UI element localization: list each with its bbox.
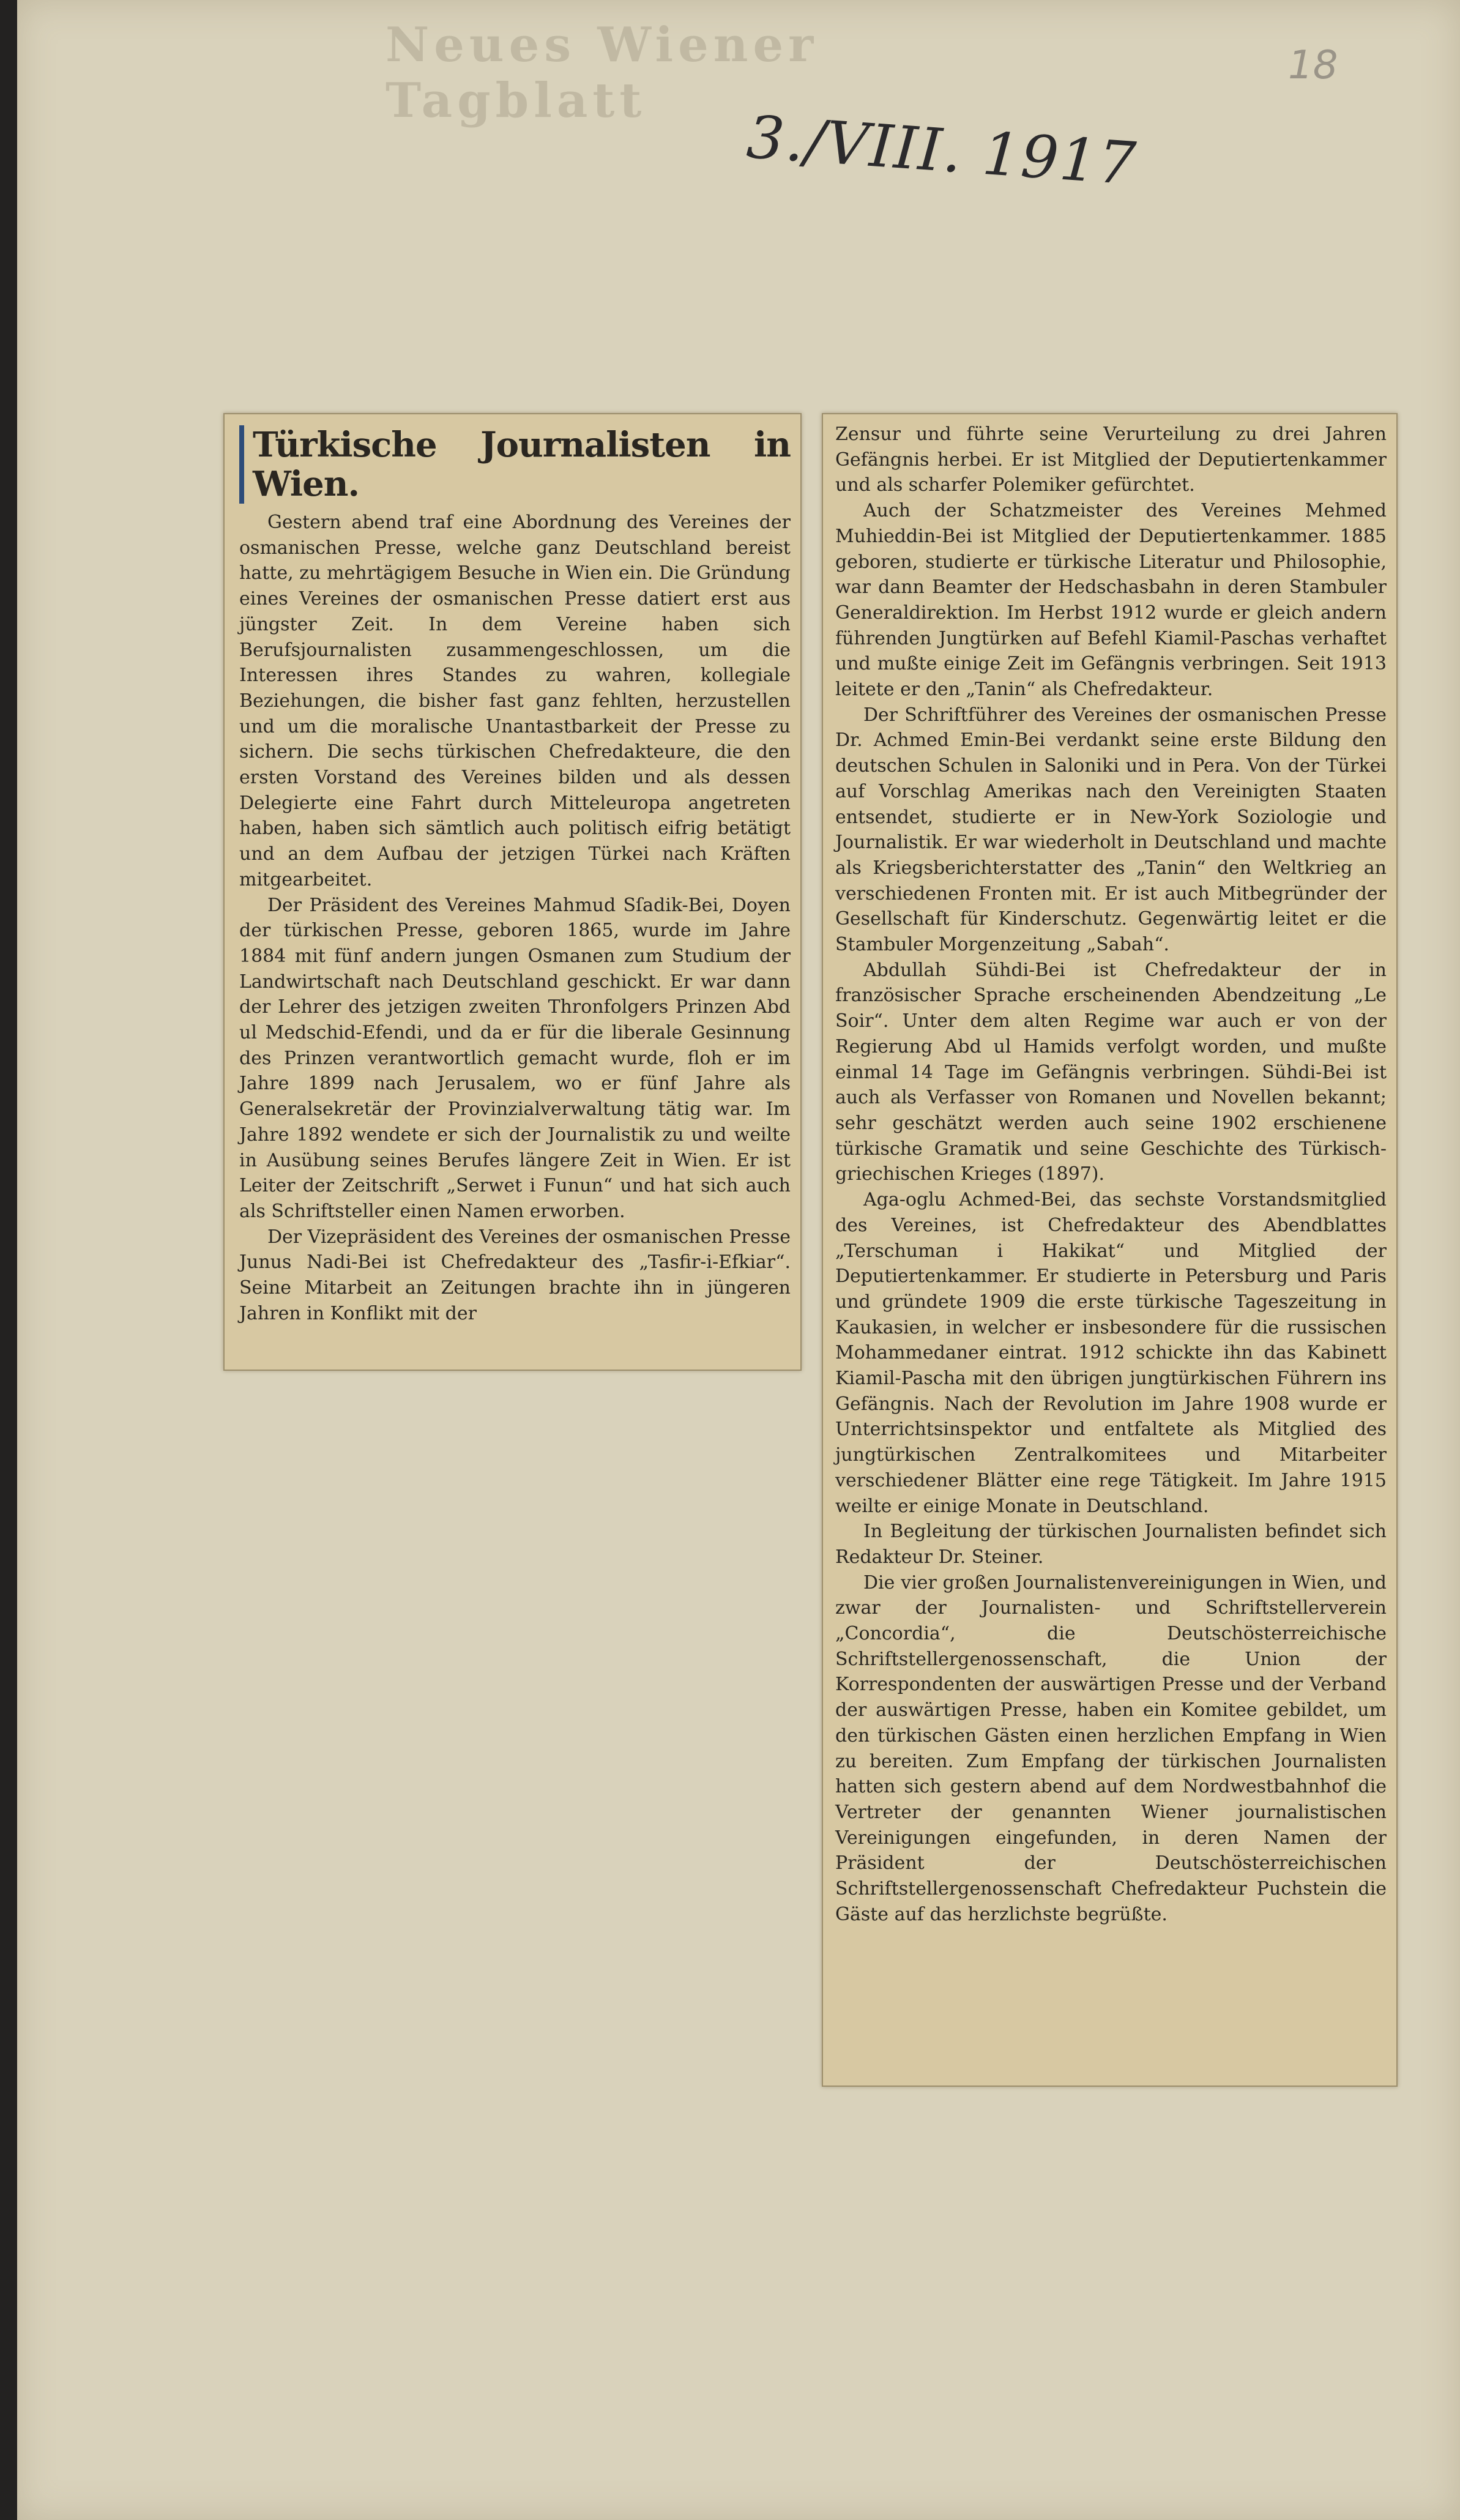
article-paragraph: In Begleitung der türkischen Journalisten befindet sich Redakteur Dr. Steiner. [835, 1521, 1387, 1568]
page-number: 18 [1288, 43, 1338, 88]
article-paragraph: Abdullah Sühdi-Bei ist Chefredakteur der in französischer Sprache erscheinenden Abendzeitung „Le Soir“. Unter dem alten Regime war auch er von der Regierung Abd ul Hamids verfolgt worden, und mußte einmal 14 Tage im Gefängnis verbringen. Sühdi-Bei ist auch als Verfasser von Romanen und Novellen bekannt; sehr geschätzt werden auch seine 1902 erschienene türkische Gramatik und seine Geschichte des Türkisch-griechischen Krieges (1897). [835, 959, 1387, 1185]
article-paragraph: Aga-oglu Achmed-Bei, das sechste Vorstandsmitglied des Vereines, ist Chefredakteur des Abendblattes „Terschuman i Hakikat“ und Mitglied der Deputiertenkammer. Er studierte in Petersburg und Paris und gründete 1909 die erste türkische Tageszeitung in Kaukasien, in welcher er insbesondere für die russischen Mohammedaner eintrat. 1912 schickte ihn das Kabinett Kiamil-Pascha mit den übrigen jungtürkischen Führern ins Gefängnis. Nach der Revolution im Jahre 1908 wurde er Unterrichtsinspektor und entfaltete als Mitglied des jungtürkischen Zentralkomitees und Mitarbeiter verschiedener Blätter eine rege Tätigkeit. Im Jahre 1915 weilte er einige Monate in Deutschland. [835, 1189, 1387, 1517]
clipping-right-column [822, 413, 1398, 2087]
article-paragraph: Gestern abend traf eine Abordnung des Vereines der osmanischen Presse, welche ganz Deutschland bereist hatte, zu mehrtägigem Besuche in Wien ein. Die Gründung eines Vereines der osmanischen Presse datiert erst aus jüngster Zeit. In dem Vereine haben sich Berufsjournalisten zusammengeschlossen, um die Interessen ihres Standes zu wahren, kollegiale Beziehungen, die bisher fast ganz fehlten, herzustellen und um die moralische Unantastbarkeit der Presse zu sichern. Die sechs türkischen Chefredakteure, die den ersten Vorstand des Vereines bilden und als dessen Delegierte eine Fahrt durch Mitteleuropa angetreten haben, haben sich sämtlich auch politisch eifrig betätigt und an dem Aufbau der jetzigen Türkei nach Kräften mitgearbeitet. [239, 512, 791, 890]
article-paragraph: Zensur und führte seine Verurteilung zu drei Jahren Gefängnis herbei. Er ist Mitglied der Deputiertenkammer und als scharfer Polemiker gefürchtet. [835, 423, 1387, 496]
clipping-left-column [223, 413, 802, 1371]
article-title: Türkische Journalisten in Wien. [239, 425, 791, 504]
article-paragraph: Die vier großen Journalistenvereinigungen in Wien, und zwar der Journalisten- und Schriftstellerverein „Concordia“, die Deutschösterreichische Schriftstellergenossenschaft, die Union der Korrespondenten der auswärtigen Presse und der Verband der auswärtigen Presse, haben ein Komitee gebildet, um den türkischen Gästen einen herzlichen Empfang in Wien zu bereiten. Zum Empfang der türkischen Journalisten hatten sich gestern abend auf dem Nordwestbahnhof die Vertreter der genannten Wiener journalistischen Vereinigungen eingefunden, in deren Namen der Präsident der Deutschösterreichischen Schriftstellergenossenschaft Chefredakteur Puchstein die Gäste auf das herzlichste begrüßte. [835, 1571, 1387, 1925]
article-paragraph: Auch der Schatzmeister des Vereines Mehmed Muhieddin-Bei ist Mitglied der Deputiertenkammer. 1885 geboren, studierte er türkische Literatur und Philosophie, war dann Beamter der Hedschasbahn in deren Stambuler Generaldirektion. Im Herbst 1912 wurde er gleich andern führenden Jungtürken auf Befehl Kiamil-Paschas verhaftet und mußte einige Zeit im Gefängnis verbringen. Seit 1913 leitete er den „Tanin“ als Chefredakteur. [835, 500, 1387, 701]
article-paragraph: Der Präsident des Vereines Mahmud Sſadik-Bei, Doyen der türkischen Presse, geboren 1865, wurde im Jahre 1884 mit fünf andern jungen Osmanen zum Studium der Landwirtschaft nach Deutschland geschickt. Er war dann der Lehrer des jetzigen zweiten Thronfolgers Prinzen Abd ul Medschid-Efendi, und da er für die liberale Gesinnung des Prinzen verantwortlich gemacht wurde, floh er im Jahre 1899 nach Jerusalem, wo er fünf Jahre als Generalsekretär der Provinzialverwaltung tätig war. Im Jahre 1892 wendete er sich der Journalistik zu und weilte in Ausübung seines Berufes längere Zeit in Wien. Er ist Leiter der Zeitschrift „Serwet i Funun“ und hat sich auch als Schriftsteller einen Namen erworben. [239, 894, 791, 1222]
article-paragraph: Der Schriftführer des Vereines der osmanischen Presse Dr. Achmed Emin-Bei verdankt seine erste Bildung den deutschen Schulen in Saloniki und in Pera. Von der Türkei auf Vorschlag Amerikas nach den Vereinigten Staaten entsendet, studierte er in New-York Soziologie und Journalistik. Er war wiederholt in Deutschland und machte als Kriegsberichterstatter des „Tanin“ den Weltkrieg an verschiedenen Fronten mit. Er ist auch Mitbegründer der Gesellschaft für Kinderschutz. Gegenwärtig leitet er die Stambuler Morgenzeitung „Sabah“. [835, 704, 1387, 956]
newspaper-stamp: Neues Wiener Tagblatt [385, 17, 819, 129]
handwritten-date: 3./VIII. 1917 [744, 102, 1139, 199]
article-paragraph: Der Vizepräsident des Vereines der osmanischen Presse Junus Nadi-Bei ist Chefredakteur des „Tasfir-i-Efkiar“. Seine Mitarbeit an Zeitungen brachte ihn in jüngeren Jahren in Konflikt mit der [239, 1226, 791, 1324]
